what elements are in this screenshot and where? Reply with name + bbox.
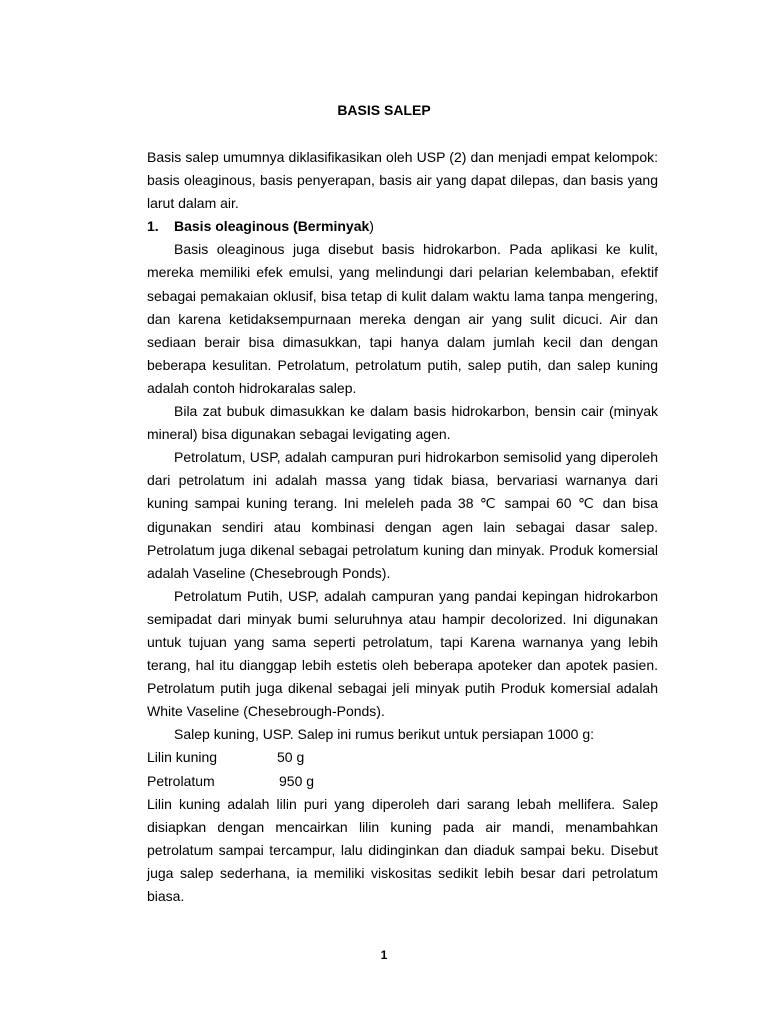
document-title: BASIS SALEP [337, 102, 431, 118]
paragraph-petrolatum: Petrolatum, USP, adalah campuran puri hidrokarbon semisolid yang diperoleh dari petrolatum ini adalah massa yang tidak biasa, bervariasi warnanya dari kuning sampai kuning terang. Ini meleleh pada 38 ℃ sampai 60 ℃ dan bisa digunakan sendiri atau kombinasi dengan agen lain sebagai dasar salep. Petrolatum juga dikenal sebagai petrolatum kuning dan minyak. Produk komersial adalah Vaseline (Chesebrough Ponds). [147, 449, 658, 581]
section-heading [147, 215, 658, 238]
paragraph-yellow-ointment: Salep kuning, USP. Salep ini rumus berikut untuk persiapan 1000 g: [174, 726, 595, 743]
closing-paragraph: Lilin kuning adalah lilin puri yang diperoleh dari sarang lebah mellifera. Salep disiapkan dengan mencairkan lilin kuning pada air mandi, menambahkan petrolatum sampai tercampur, lalu didinginkan dan diaduk sampai beku. Disebut juga salep sederhana, ia memiliki viskositas sedikit lebih besar dari petrolatum biasa. [147, 795, 658, 904]
formula-amount: 50 g [277, 749, 305, 766]
formula-ingredient: Lilin kuning [147, 749, 218, 766]
section-title: Basis oleaginous (Berminyak) [174, 218, 374, 235]
paragraph-oleaginous: Basis oleaginous juga disebut basis hidrokarbon. Pada aplikasi ke kulit, mereka memiliki efek emulsi, yang melindungi dari pelarian kelembaban, efektif sebagai pemakaian oklusif, bisa tetap di kulit dalam waktu lama tanpa mengering, dan karena ketidaksempurnaan mereka dengan air yang sulit dicuci. Air dan sediaan berair bisa dimasukkan, tapi hanya dalam jumlah kecil dan dengan beberapa kesulitan. Petrolatum, petrolatum putih, salep putih, dan salep kuning adalah contoh hidrokaralas salep. [147, 241, 658, 396]
paragraph-levigating: Bila zat bubuk dimasukkan ke dalam basis hidrokarbon, bensin cair (minyak mineral) bisa digunakan sebagai levigating agen. [147, 403, 658, 443]
page-number: 1 [380, 948, 388, 962]
formula-row [147, 746, 658, 769]
document-body [147, 146, 658, 908]
intro-paragraph: Basis salep umumnya diklasifikasikan oleh USP (2) dan menjadi empat kelompok: basis oleaginous, basis penyerapan, basis air yang dapat dilepas, dan basis yang larut dalam air. [147, 149, 658, 212]
formula-row [147, 770, 658, 793]
formula-ingredient: Petrolatum [147, 772, 215, 789]
section-number: 1. [147, 218, 159, 235]
paragraph-white-petrolatum: Petrolatum Putih, USP, adalah campuran yang pandai kepingan hidrokarbon semipadat dari minyak bumi seluruhnya atau hampir decolorized. Ini digunakan untuk tujuan yang sama seperti petrolatum, tapi Karena warnanya yang lebih terang, hal itu dianggap lebih estetis oleh beberapa apoteker dan apotek pasien. Petrolatum putih juga dikenal sebagai jeli minyak putih Produk komersial adalah White Vaseline (Chesebrough-Ponds). [147, 587, 658, 720]
formula-amount: 950 g [279, 772, 315, 789]
